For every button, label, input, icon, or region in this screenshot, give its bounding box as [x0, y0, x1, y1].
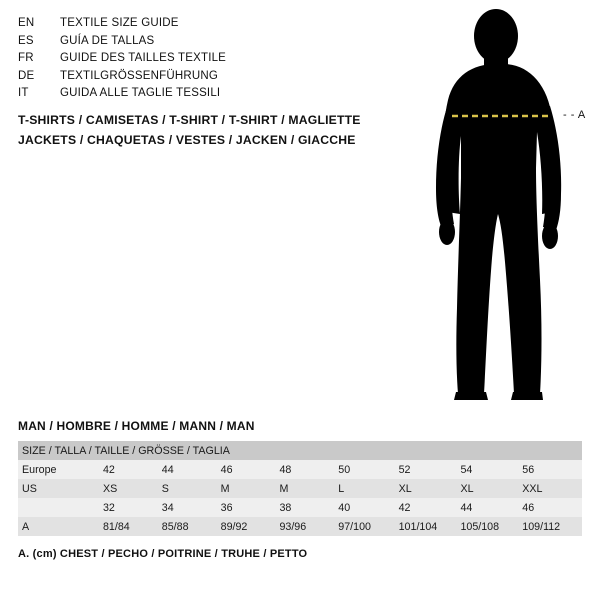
category-jackets: JACKETS / CHAQUETAS / VESTES / JACKEN / GIACCHE: [18, 133, 356, 147]
cell: XL: [458, 479, 520, 498]
cell: 89/92: [219, 517, 278, 536]
footnote-chest: A. (cm) CHEST / PECHO / POITRINE / TRUHE / PETTO: [18, 548, 308, 560]
male-silhouette-figure: [400, 8, 600, 408]
language-code: ES: [18, 34, 34, 47]
cell: XL: [397, 479, 459, 498]
table-row: [18, 498, 582, 517]
cell: 50: [336, 460, 396, 479]
language-code: EN: [18, 17, 35, 29]
table-header-label: SIZE / TALLA / TAILLE / GRÖSSE / TAGLIA: [18, 441, 582, 460]
language-code: FR: [18, 52, 34, 64]
cell: M: [219, 479, 278, 498]
cell: 54: [458, 460, 520, 479]
category-tshirts: T-SHIRTS / CAMISETAS / T-SHIRT / T-SHIRT / MAGLIETTE: [18, 113, 361, 127]
language-text: TEXTILE SIZE GUIDE: [60, 17, 179, 29]
language-list: [18, 17, 348, 105]
cell: 85/88: [160, 517, 219, 536]
language-row: [18, 35, 348, 53]
language-text: GUIDE DES TAILLES TEXTILE: [60, 52, 227, 64]
language-code: DE: [18, 69, 35, 82]
cell: 93/96: [277, 517, 336, 536]
cell: 44: [160, 460, 219, 479]
row-label: A: [18, 517, 101, 536]
table-row: [18, 517, 582, 536]
cell: 52: [397, 460, 459, 479]
cell: 44: [458, 498, 520, 517]
language-text: TEXTILGRÖSSENFÜHRUNG: [60, 69, 218, 82]
cell: 42: [101, 460, 160, 479]
table-row: [18, 460, 582, 479]
language-row: [18, 17, 348, 35]
row-label: US: [18, 479, 101, 498]
cell: L: [336, 479, 396, 498]
row-label: [18, 498, 101, 517]
table-row: [18, 479, 582, 498]
table-header-row: [18, 441, 582, 460]
cell: 48: [277, 460, 336, 479]
cell: 81/84: [101, 517, 160, 536]
language-row: [18, 70, 348, 88]
cell: 40: [336, 498, 396, 517]
table-title: MAN / HOMBRE / HOMME / MANN / MAN: [18, 419, 255, 433]
cell: S: [160, 479, 219, 498]
language-code: IT: [18, 87, 29, 99]
cell: 56: [520, 460, 582, 479]
cell: 46: [219, 460, 278, 479]
row-label: Europe: [18, 460, 101, 479]
cell: 105/108: [458, 517, 520, 536]
cell: 32: [101, 498, 160, 517]
cell: XS: [101, 479, 160, 498]
cell: XXL: [520, 479, 582, 498]
size-table: [18, 441, 582, 536]
language-text: GUIDA ALLE TAGLIE TESSILI: [60, 87, 221, 99]
language-row: [18, 52, 348, 70]
cell: 101/104: [397, 517, 459, 536]
cell: 42: [397, 498, 459, 517]
category-headings: [18, 110, 378, 150]
cell: 36: [219, 498, 278, 517]
cell: 34: [160, 498, 219, 517]
cell: 46: [520, 498, 582, 517]
cell: 97/100: [336, 517, 396, 536]
language-text: GUÍA DE TALLAS: [60, 34, 155, 47]
cell: M: [277, 479, 336, 498]
silhouette-icon: [400, 8, 600, 408]
cell: 109/112: [520, 517, 582, 536]
cell: 38: [277, 498, 336, 517]
language-row: [18, 87, 348, 105]
measure-label-a: - - A: [563, 109, 586, 121]
